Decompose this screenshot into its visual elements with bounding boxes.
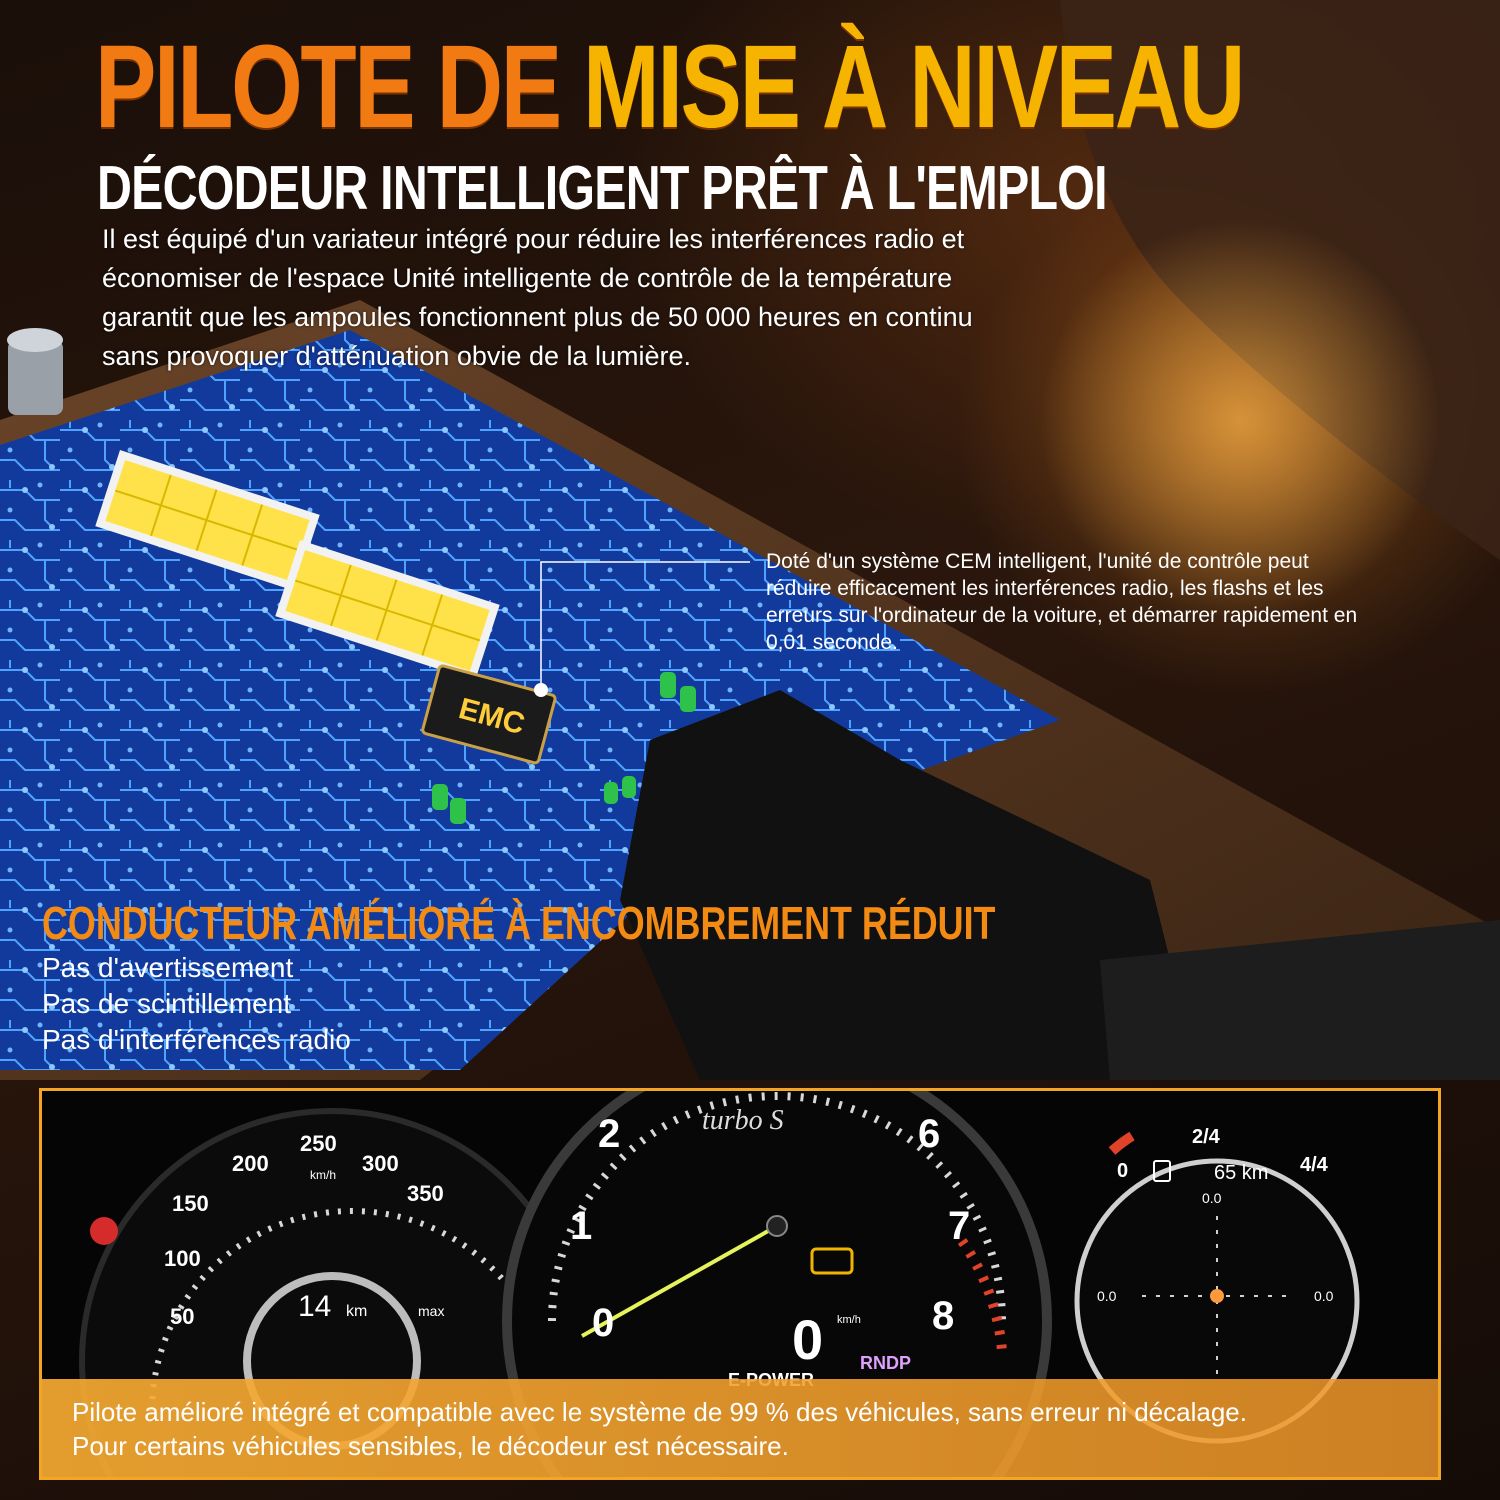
feature-item: Pas d'interférences radio bbox=[42, 1024, 351, 1055]
fuel-full: 4/4 bbox=[1300, 1154, 1328, 1176]
speed-tick-350: 350 bbox=[407, 1181, 444, 1206]
feature-item: Pas d'avertissement bbox=[42, 952, 294, 983]
trip-max-label: max bbox=[418, 1303, 445, 1319]
speed-tick-200: 200 bbox=[232, 1151, 269, 1176]
feature-item: Pas de scintillement bbox=[42, 988, 292, 1019]
fuel-range: 65 km bbox=[1214, 1162, 1269, 1184]
brand-logo: turbo S bbox=[702, 1105, 784, 1136]
compatibility-line-2: Pour certains véhicules sensibles, le décodeur est nécessaire. bbox=[72, 1431, 789, 1461]
page-title bbox=[95, 21, 1243, 153]
compatibility-line-1: Pilote amélioré intégré et compatible avec le système de 99 % des véhicules, sans erreur ni décalage. bbox=[72, 1397, 1247, 1427]
rpm-tick-1: 1 bbox=[570, 1204, 593, 1248]
compatibility-banner bbox=[42, 1379, 1438, 1477]
rpm-tick-8: 8 bbox=[932, 1294, 955, 1338]
fuel-empty: 0 bbox=[1117, 1160, 1129, 1182]
gforce-right: 0.0 bbox=[1314, 1288, 1334, 1304]
capacitor-top bbox=[7, 328, 63, 352]
gforce-left: 0.0 bbox=[1097, 1288, 1117, 1304]
emc-chip-label: EMC bbox=[455, 692, 529, 742]
speed-tick-300: 300 bbox=[362, 1151, 399, 1176]
page-subtitle: DÉCODEUR INTELLIGENT PRÊT À L'EMPLOI bbox=[97, 154, 1107, 223]
rpm-tick-0: 0 bbox=[592, 1301, 615, 1345]
fuel-low-mark bbox=[1112, 1136, 1132, 1151]
gforce-dot bbox=[1210, 1289, 1224, 1303]
speed-unit: km/h bbox=[310, 1168, 337, 1182]
emc-callout-text: Doté d'un système CEM intelligent, l'unité de contrôle peut réduire efficacement les interférences radio, les flashs et les erreurs sur l'ordinateur de la voiture, et démarrer rapidement en 0,01 seconde. bbox=[766, 550, 1358, 654]
speed-tick-250: 250 bbox=[300, 1131, 337, 1156]
callout-dot bbox=[534, 683, 548, 697]
fuel-half: 2/4 bbox=[1192, 1126, 1220, 1148]
rpm-tick-6: 6 bbox=[918, 1112, 941, 1156]
seatbelt-warning-icon bbox=[90, 1217, 118, 1245]
speed-tick-100: 100 bbox=[164, 1246, 201, 1271]
speed-tick-50: 50 bbox=[170, 1304, 195, 1329]
digital-speed-unit: km/h bbox=[837, 1314, 861, 1326]
trip-value: 14 bbox=[298, 1290, 332, 1323]
trip-unit: km bbox=[346, 1303, 368, 1320]
rpm-tick-2: 2 bbox=[598, 1112, 621, 1156]
digital-speed: 0 bbox=[792, 1308, 824, 1371]
title-part-1: PILOTE DE bbox=[95, 21, 583, 153]
dashboard-panel bbox=[39, 1088, 1441, 1480]
title-part-2: MISE À NIVEAU bbox=[582, 21, 1243, 153]
gear-indicator: RNDP bbox=[860, 1353, 912, 1373]
gforce-top: 0.0 bbox=[1202, 1190, 1222, 1206]
section-title: CONDUCTEUR AMÉLIORÉ À ENCOMBREMENT RÉDUIT bbox=[42, 897, 996, 949]
feature-list bbox=[42, 950, 351, 1058]
needle-hub bbox=[767, 1216, 787, 1236]
speed-tick-150: 150 bbox=[172, 1191, 209, 1216]
rpm-tick-7: 7 bbox=[948, 1204, 971, 1248]
intro-paragraph: Il est équipé d'un variateur intégré pour réduire les interférences radio et économiser de l'espace Unité intelligente de contrôle de la température garantit que les ampoules fonctionnent plus de 50 000 heures en continu sans provoquer d'atténuation obvie de la lumière. bbox=[102, 224, 973, 371]
